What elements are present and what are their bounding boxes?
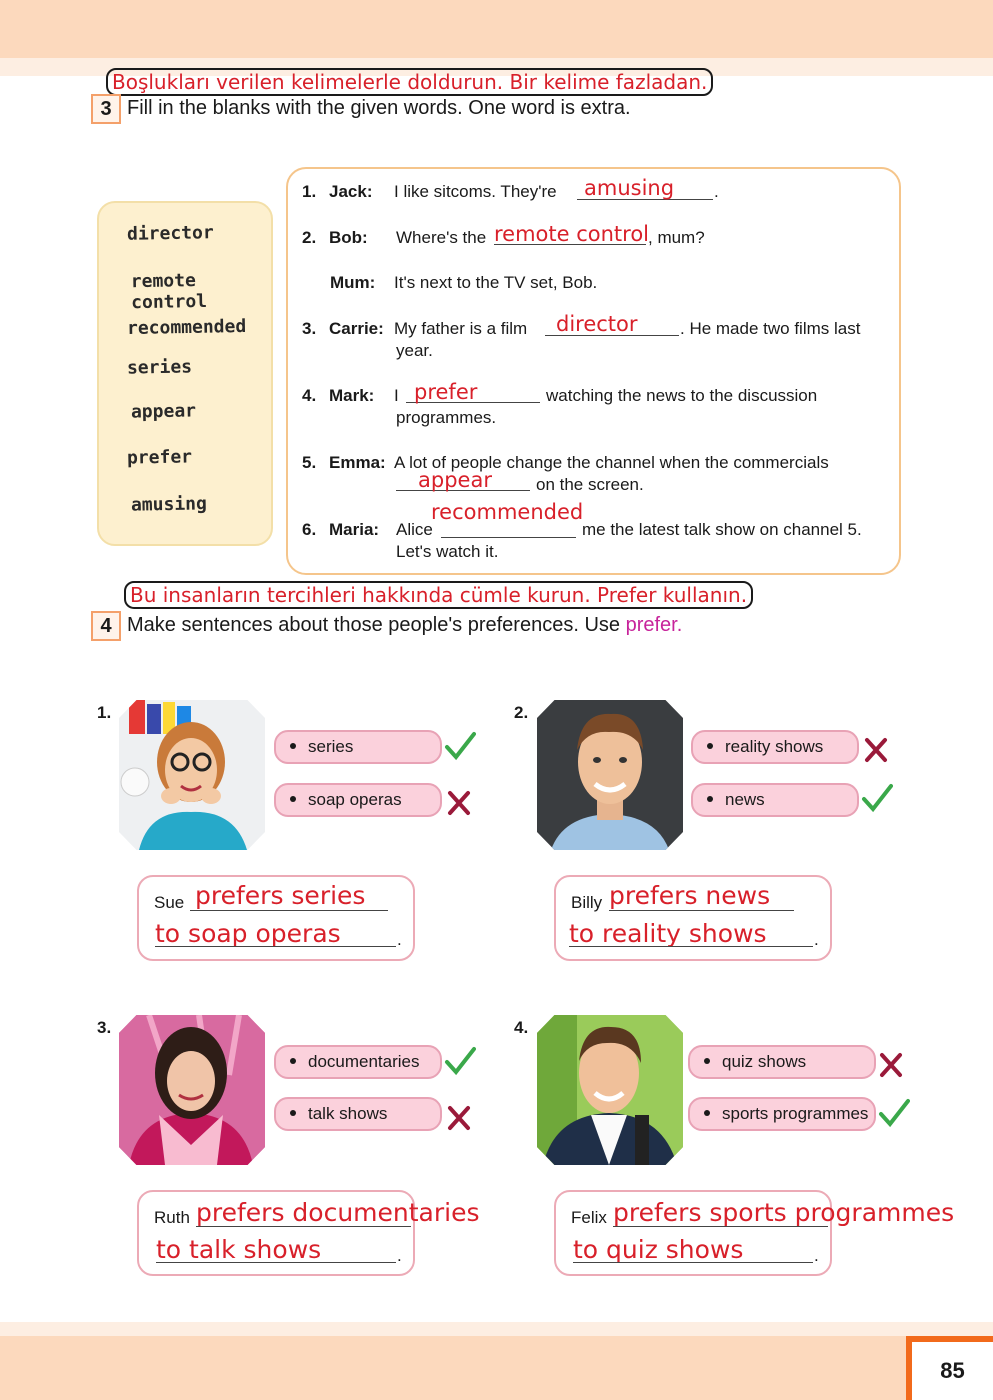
person-1-blank-2 <box>155 946 396 947</box>
exercise-3-instruction: Fill in the blanks with the given words. One word is extra. <box>127 97 631 119</box>
word-bank <box>97 201 273 546</box>
person-4-name: Felix <box>571 1208 607 1227</box>
person-2-photo <box>537 700 683 850</box>
item-1-speaker: Jack: <box>329 182 373 201</box>
bullet-icon <box>707 796 713 802</box>
item-6-number: 6. <box>302 520 317 539</box>
exercise-4-number: 4 <box>91 611 121 641</box>
person-4-pill-sports-programmes: sports programmes <box>688 1097 876 1131</box>
check-icon <box>861 782 893 814</box>
item-5-answer: appear <box>418 468 492 492</box>
person-3-photo <box>119 1015 265 1165</box>
item-3-number: 3. <box>302 319 317 338</box>
person-1-pill-series: series <box>274 730 442 764</box>
person-3-blank-2 <box>156 1262 396 1263</box>
person-1-number: 1. <box>97 703 112 722</box>
bullet-icon <box>707 743 713 749</box>
person-1-pill-soap-operas: soap operas <box>274 783 442 817</box>
item-4-text: I <box>394 386 399 405</box>
word-bank-item: amusing <box>130 493 208 516</box>
item-4-answer: prefer <box>414 380 478 404</box>
item-4-number: 4. <box>302 386 317 405</box>
person-3-answer-line1: prefers documentaries <box>196 1198 480 1227</box>
person-2-answer-line2: to reality shows <box>569 919 767 948</box>
item-2b-text: It's next to the TV set, Bob. <box>394 273 598 292</box>
item-6-speaker: Maria: <box>329 520 380 539</box>
item-6-text: Alice <box>396 520 433 539</box>
word-bank-item: recommended <box>126 315 247 340</box>
cross-icon <box>876 1049 908 1081</box>
item-4-line2: programmes. <box>396 408 497 427</box>
person-4-answer-line1: prefers sports programmes <box>613 1198 955 1227</box>
word-bank-item: appear <box>130 400 197 423</box>
item-6-after: me the latest talk show on channel 5. <box>582 520 862 539</box>
person-4-answer-line2: to quiz shows <box>573 1235 744 1264</box>
item-2-speaker: Bob: <box>329 228 368 247</box>
person-3-pill-talk-shows: talk shows <box>274 1097 442 1131</box>
page-number-box <box>906 1336 993 1400</box>
item-1-text: I like sitcoms. They're <box>394 182 557 201</box>
bullet-icon <box>290 1110 296 1116</box>
bullet-icon <box>704 1058 710 1064</box>
person-1-answer-line1: prefers series <box>195 881 366 910</box>
exercise-4-instruction: Make sentences about those people's preferences. Use prefer. <box>127 614 683 636</box>
item-2b-speaker: Mum: <box>330 273 376 292</box>
person-2-period: . <box>814 930 819 949</box>
check-icon <box>878 1097 910 1129</box>
person-1-name: Sue <box>154 893 185 912</box>
item-5-line2: on the screen. <box>536 475 644 494</box>
person-3-answer-line2: to talk shows <box>156 1235 322 1264</box>
turkish-note-4: Bu insanların tercihleri hakkında cümle kurun. Prefer kullanın. <box>124 581 753 609</box>
person-1-answer-line2: to soap operas <box>155 919 341 948</box>
person-4-photo <box>537 1015 683 1165</box>
item-5-number: 5. <box>302 453 317 472</box>
item-1-number: 1. <box>302 182 317 201</box>
person-4-number: 4. <box>514 1018 529 1037</box>
item-2-after: , mum? <box>648 228 705 247</box>
cross-icon <box>444 1102 476 1134</box>
person-2-blank-2 <box>569 946 813 947</box>
top-band <box>0 0 993 58</box>
person-4-pill-quiz-shows: quiz shows <box>688 1045 876 1079</box>
item-5-speaker: Emma: <box>329 453 386 472</box>
person-3-blank-1 <box>196 1226 411 1227</box>
bullet-icon <box>704 1110 710 1116</box>
person-2-number: 2. <box>514 703 529 722</box>
item-6-answer: recommended <box>431 500 584 524</box>
item-3-answer: director <box>556 312 638 336</box>
check-icon <box>444 1045 476 1077</box>
cross-icon <box>444 787 476 819</box>
person-3-number: 3. <box>97 1018 112 1037</box>
item-1-answer: amusing <box>584 176 675 200</box>
bullet-icon <box>290 743 296 749</box>
person-1-photo <box>119 700 265 850</box>
person-4-period: . <box>814 1246 819 1265</box>
turkish-note-3: Boşlukları verilen kelimelerle doldurun. Bir kelime fazladan. <box>106 68 713 96</box>
word-bank-item: prefer <box>126 446 193 469</box>
person-2-blank-1 <box>609 910 794 911</box>
item-3-speaker: Carrie: <box>329 319 384 338</box>
person-2-answer-line1: prefers news <box>609 881 771 910</box>
item-5-text: A lot of people change the channel when the commercials <box>394 453 829 472</box>
item-6-line2: Let's watch it. <box>396 542 499 561</box>
word-bank-item: series <box>126 356 193 379</box>
page-number: 85 <box>940 1358 965 1383</box>
item-2-text: Where's the <box>396 228 487 247</box>
item-2-answer: remote control <box>494 222 650 246</box>
person-3-name: Ruth <box>154 1208 190 1227</box>
bullet-icon <box>290 1058 296 1064</box>
person-3-period: . <box>397 1246 402 1265</box>
person-4-blank-1 <box>613 1226 828 1227</box>
person-4-blank-2 <box>573 1262 813 1263</box>
item-1-after: . <box>714 182 719 201</box>
item-4-speaker: Mark: <box>329 386 375 405</box>
item-2-number: 2. <box>302 228 317 247</box>
word-bank-item: remote control <box>130 270 208 314</box>
bottom-band-light <box>0 1322 993 1336</box>
item-4-after: watching the news to the discussion <box>546 386 818 405</box>
check-icon <box>444 730 476 762</box>
word-bank-item: director <box>126 222 214 245</box>
person-3-pill-documentaries: documentaries <box>274 1045 442 1079</box>
exercise-3-number: 3 <box>91 94 121 124</box>
person-2-name: Billy <box>571 893 603 912</box>
bullet-icon <box>290 796 296 802</box>
person-1-period: . <box>397 930 402 949</box>
item-3-line2: year. <box>396 341 433 360</box>
person-1-blank-1 <box>190 910 388 911</box>
item-3-text: My father is a film <box>394 319 528 338</box>
person-2-pill-news: news <box>691 783 859 817</box>
item-3-after: . He made two films last <box>680 319 861 338</box>
item-6-blank <box>441 537 576 538</box>
person-2-pill-reality-shows: reality shows <box>691 730 859 764</box>
cross-icon <box>861 734 893 766</box>
